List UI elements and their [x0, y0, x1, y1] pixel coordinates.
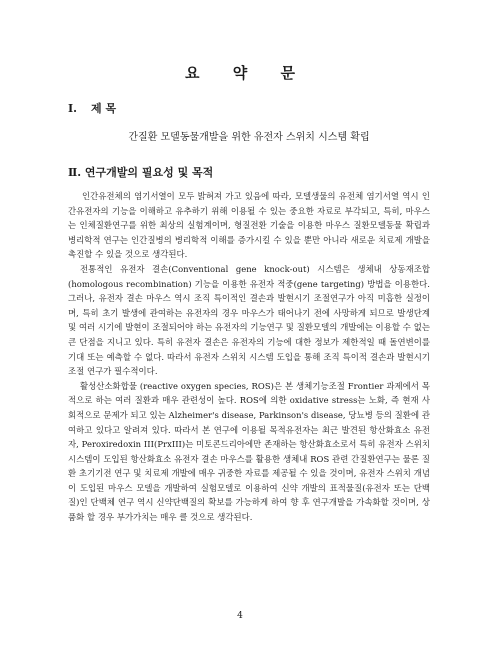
paragraph-ros: 활성산소화합물 (reactive oxygen species, ROS)은 본 생체기능조절 Frontier 과제에서 목적으로 하는 여러 질환과 매우 관련성이 높다. ROS에 의한 oxidative stress는 노화, 즉 현재 사회적으로 문제가 되고 있는 Alzheimer's disease, Parkinson's disease, 당뇨병 등의 질환에 관여하고 있다고 알려져 있다. 따라서 본 연구에 이용될 목적유전자는 최근 발견된 항산화효소 유전자, Peroxiredoxin III(PrxIII)는 미토콘드리아에만 존재하는 항산화효소로서 특히 유전자 스위치 시스템이 도입된 항산화효소 유전자 결손 마우스를 활용한 생체내 ROS 관련 간질환연구는 물론 질환 초기기전 연구 및 치료제 개발에 매우 귀중한 자료를 제공될 수 있을 것이며, 유전자 스위치 개념이 도입된 마우스 모델을 개발하여 실험모델로 이용하여 신약 개발의 표적물질(유전자 또는 단백질)인 단백체 연구 역시 신약단백질의 확보를 가능하게 하여 향 후 연구개발을 가속화할 것이며, 상품화 할 경우 부가가치는 매우 클 것으로 생각된다.: [68, 380, 430, 523]
section-heading-necessity: Ⅱ. 연구개발의 필요성 및 목적: [68, 166, 214, 179]
body-text: [68, 189, 430, 525]
project-subject: 간질환 모델동물개발을 위한 유전자 스위치 시스템 확립: [128, 132, 370, 143]
paragraph-knockout: 전통적인 유전자 결손(Conventional gene knock-out) 시스템은 생체내 상동재조합(homologous recombination) 기능을 이용한 유전자 적중(gene targeting) 방법을 이용한다. 그러나, 유전자 결손 마우스 역시 조직 특이적인 결손과 발현시기 조절연구가 아직 미흡한 실정이며, 특히 초기 발생에 관여하는 유전자의 경우 마우스가 태어나기 전에 사망하게 되므로 발생단계 및 여러 시기에 발현이 조절되어야 하는 유전자의 기능연구 및 질환모델의 개발에는 이용할 수 없는 큰 단점을 지니고 있다. 특히 유전자 결손은 유전자의 기능에 대한 정보가 제한적일 때 돌연변이를 기대 또는 예측할 수 없다. 따라서 유전자 스위치 시스템 도입을 통해 조직 특이적 결손과 발현시기 조절 연구가 필수적이다.: [68, 263, 430, 377]
paragraph-genome: 인간유전체의 염기서열이 모두 밝혀져 가고 있음에 따라, 모델생물의 유전체 염기서열 역시 인간유전자의 기능을 이해하고 유추하기 위해 이용될 수 있는 중요한 자료로 부각되고, 특히, 마우스는 인체질환연구를 위한 최상의 실험계이며, 형질전환 기술을 이용한 마우스 질환모델동물 확립과 병리학적 연구는 인간질병의 병리학적 이해를 증가시킬 수 있을 뿐만 아니라 새로운 치료제 개발을 촉진할 수 있을 것으로 생각된다.: [68, 191, 430, 260]
section-heading-title: [68, 100, 116, 116]
section-number: Ⅰ.: [68, 102, 77, 115]
page-number: 4: [237, 611, 243, 621]
section-label: 제 목: [90, 102, 117, 115]
page-title: 요 약 문: [185, 64, 309, 82]
